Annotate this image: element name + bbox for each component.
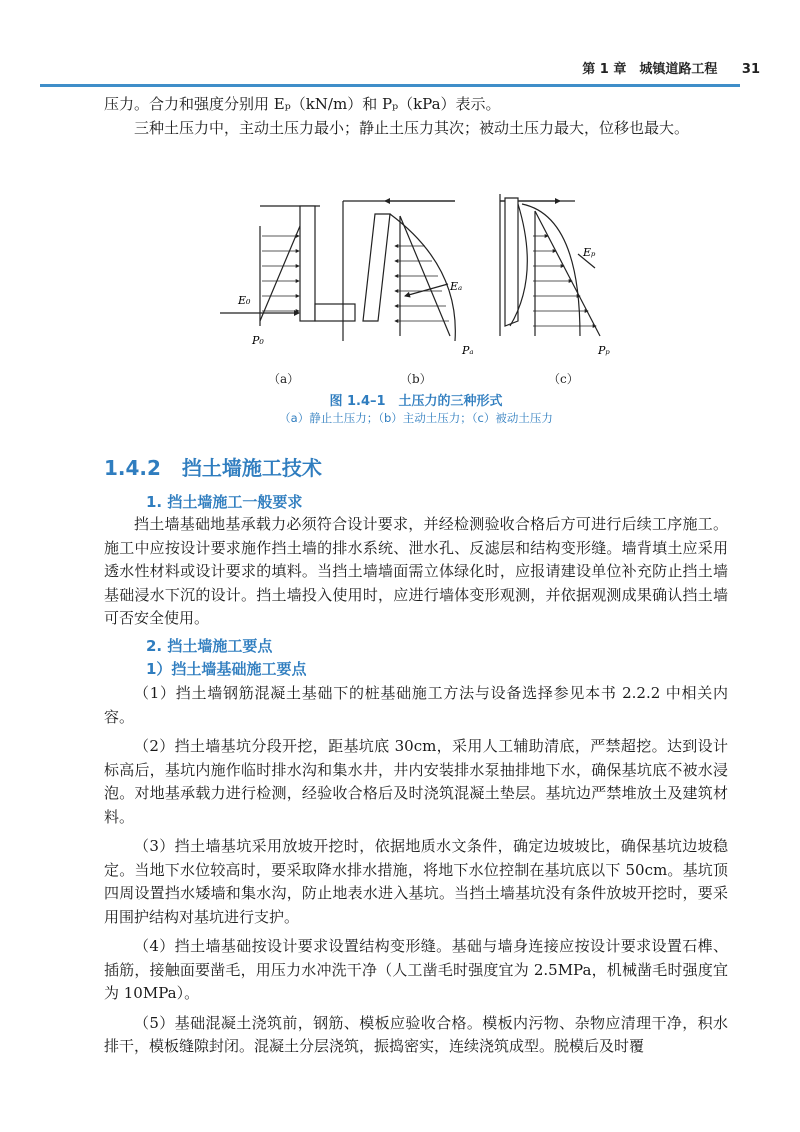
label-Ea: Eₐ xyxy=(450,280,463,293)
foundation-item-3: （3）挡土墙基坑采用放坡开挖时，依据地质水文条件，确定边坡坡比，确保基坑边坡稳定。当地下水位较高时，要采取降水排水措施，将地下水位控制在基坑底以下 50cm。基坑顶四周设置挡水矮墙和集水沟，防止地表水进入基坑。当挡土墙基坑没有条件放坡开挖时，要采用围护结构对基坑进行支护。 xyxy=(104,837,728,926)
subheading-general-requirements: 1. 挡土墙施工一般要求 xyxy=(146,493,303,511)
intro-line: 压力。合力和强度分别用 Eₚ（kN/m）和 Pₚ（kPa）表示。 xyxy=(104,95,501,113)
panel-a-label: （a） xyxy=(268,372,300,386)
general-requirements-paragraph: 挡土墙基础地基承载力必须符合设计要求，并经检测验收合格后方可进行后续工序施工。施工中应按设计要求施作挡土墙的排水系统、泄水孔、反滤层和结构变形缝。墙背填土应采用透水性材料或设计要求的填料。当挡土墙墙面需立体绿化时，应报请建设单位补充防止挡土墙基础浸水下沉的设计。挡土墙投入使用时，应进行墙体变形观测，并依据观测成果确认挡土墙可否安全使用。 xyxy=(104,515,728,627)
panel-c-diagram xyxy=(500,194,600,336)
panel-a-pressure-line xyxy=(260,226,300,321)
subheading-construction-points: 2. 挡土墙施工要点 xyxy=(146,637,273,655)
foundation-item-4: （4）挡土墙基础按设计要求设置结构变形缝。基础与墙身连接应按设计要求设置石榫、插筋，接触面要凿毛，用压力水冲洗干净（人工凿毛时强度宜为 2.5MPa，机械凿毛时强度宜为 10MPa）。 xyxy=(104,937,728,1002)
label-Pp: Pₚ xyxy=(598,344,610,357)
panel-a-diagram xyxy=(220,206,355,326)
intro-block xyxy=(104,93,728,140)
foundation-item-1: （1）挡土墙钢筋混凝土基础下的桩基础施工方法与设备选择参见本书 2.2.2 中相关内容。 xyxy=(104,684,728,726)
figure-caption-subtitle: （a）静止土压力；（b）主动土压力；（c）被动土压力 xyxy=(279,411,553,425)
section-title: 挡土墙施工技术 xyxy=(181,456,322,480)
label-P0: P₀ xyxy=(252,334,264,347)
figure-caption-title: 图 1.4–1 土压力的三种形式 xyxy=(329,394,503,409)
label-Ep: Eₚ xyxy=(583,246,596,259)
label-Pa: Pₐ xyxy=(462,344,474,357)
foundation-item-2: （2）挡土墙基坑分段开挖，距基坑底 30cm，采用人工辅助清底，严禁超挖。达到设计标高后，基坑内施作临时排水沟和集水井，井内安装排水泵抽排地下水，确保基坑底不被水浸泡。对地基承载力进行检测，经验收合格后及时浇筑混凝土垫层。基坑边严禁堆放土及建筑材料。 xyxy=(104,737,728,826)
running-header xyxy=(40,58,760,84)
general-requirements-block xyxy=(104,513,728,631)
panel-b-resultant-arrow xyxy=(405,284,448,296)
panel-c-pressure-line xyxy=(535,211,600,336)
header-rule xyxy=(40,84,740,87)
label-E0: E₀ xyxy=(238,294,251,307)
chapter-title: 第 1 章 城镇道路工程 xyxy=(582,62,718,77)
panel-a-wall xyxy=(300,206,315,321)
earth-pressure-figure xyxy=(200,176,620,391)
intro-paragraph: 三种土压力中，主动土压力最小；静止土压力其次；被动土压力最大，位移也最大。 xyxy=(134,118,690,137)
panel-c-outer-curve xyxy=(522,204,580,336)
panel-b-wall xyxy=(363,214,390,321)
page-number: 31 xyxy=(741,62,760,77)
section-heading xyxy=(104,452,322,481)
panel-b-label: （b） xyxy=(400,372,432,386)
subheading-foundation-points: 1）挡土墙基础施工要点 xyxy=(146,660,307,678)
foundation-item-5: （5）基础混凝土浇筑前，钢筋、模板应验收合格。模板内污物、杂物应清理干净，积水排干，模板缝隙封闭。混凝土分层浇筑，振捣密实，连续浇筑成型。脱模后及时覆 xyxy=(104,1013,728,1055)
foundation-items-block xyxy=(104,682,728,1059)
figure-panel-labels xyxy=(200,370,620,388)
panel-a-footing xyxy=(315,304,355,321)
section-number: 1.4.2 xyxy=(104,456,161,480)
panel-b-diagram xyxy=(343,201,455,341)
panel-c-label: （c） xyxy=(548,372,579,386)
panel-c-wall xyxy=(505,198,518,326)
